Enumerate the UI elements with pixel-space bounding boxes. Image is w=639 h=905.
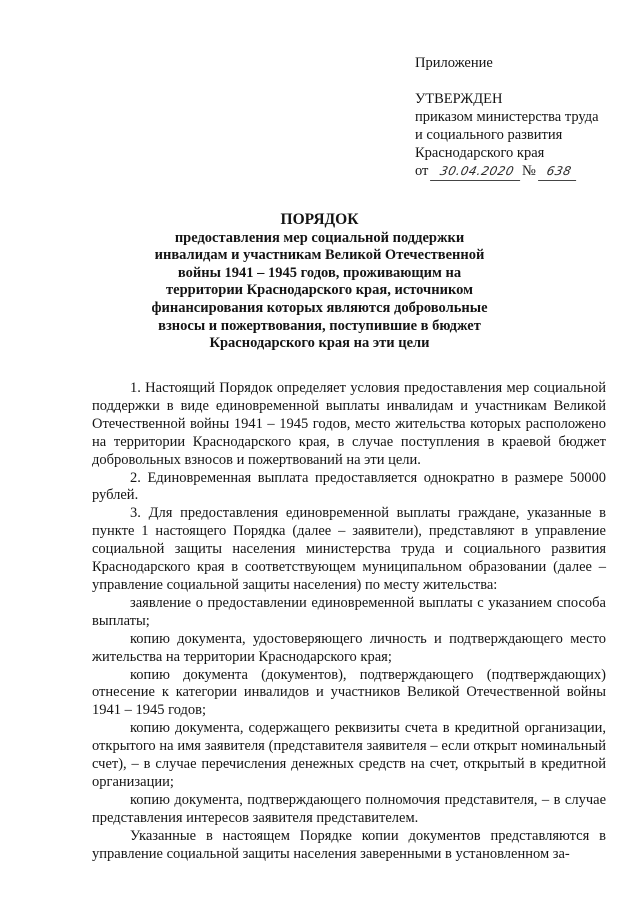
order-date-line: [415, 162, 630, 181]
list-item-representative: копию документа, подтверждающего полномочия представителя, – в случае представления интересов заявителя представителем.: [92, 791, 606, 826]
list-item-account: копию документа, содержащего реквизиты счета в кредитной организации, открытого на имя заявителя (представителя заявителя – если открыт номинальный счет), – в случае перечисления денежных средств на счет, открытый в кредитной организации;: [92, 720, 606, 790]
paragraph-copies: Указанные в настоящем Порядке копии документов представляются в управление социальной защиты населения заверенными в установленном за-: [92, 827, 606, 862]
order-line-2: и социального развития: [415, 127, 563, 143]
approval-block: [415, 54, 630, 181]
date-prefix: от: [415, 163, 429, 179]
document-title: [0, 211, 639, 353]
list-item-application: заявление о предоставлении единовременной выплаты с указанием способа выплаты;: [92, 594, 606, 629]
title-line: предоставления мер социальной поддержки: [174, 229, 465, 246]
order-line-1: приказом министерства труда: [415, 109, 599, 125]
title-line: инвалидам и участникам Великой Отечественной: [154, 247, 485, 264]
document-body: [92, 380, 606, 863]
annex-label: Приложение: [415, 55, 493, 71]
paragraph-3: 3. Для предоставления единовременной выплаты граждане, указанные в пункте 1 настоящего Порядка (далее – заявители), представляют в управление социальной защиты населения министерства труда и социального развития Краснодарского края в соответствующем муниципальном образовании (далее – управление социальной защиты населения) по месту жительства:: [92, 505, 606, 593]
handwritten-number: 638: [537, 162, 579, 181]
title-line: войны 1941 – 1945 годов, проживающим на: [177, 264, 462, 281]
paragraph-2: 2. Единовременная выплата предоставляется однократно в размере 50000 рублей.: [92, 469, 606, 504]
paragraph-1: 1. Настоящий Порядок определяет условия предоставления мер социальной поддержки в виде единовременной выплаты инвалидам и участникам Великой Отечественной войны 1941 – 1945 годов, место жительства которых расположено на территории Краснодарского края, в случае поступления в краевой бюджет добровольных взносов и пожертвований на эти цели.: [92, 380, 606, 468]
title-heading: ПОРЯДОК: [280, 211, 359, 228]
approved-label: УТВЕРЖДЕН: [415, 91, 503, 107]
title-line: взносы и пожертвования, поступившие в бюджет: [158, 317, 481, 334]
list-item-identity: копию документа, удостоверяющего личность и подтверждающего место жительства на территории Краснодарского края;: [92, 630, 606, 665]
title-line: Краснодарского края на эти цели: [209, 335, 430, 352]
order-line-3: Краснодарского края: [415, 145, 545, 161]
title-line: финансирования которых являются добровольные: [151, 299, 488, 316]
number-sign: №: [522, 163, 536, 179]
handwritten-date: 30.04.2020: [430, 162, 524, 181]
title-line: территории Краснодарского края, источником: [166, 282, 473, 299]
list-item-category: копию документа (документов), подтверждающего (подтверждающих) отнесение к категории инвалидов и участников Великой Отечественной войны 1941 – 1945 годов;: [92, 666, 606, 719]
